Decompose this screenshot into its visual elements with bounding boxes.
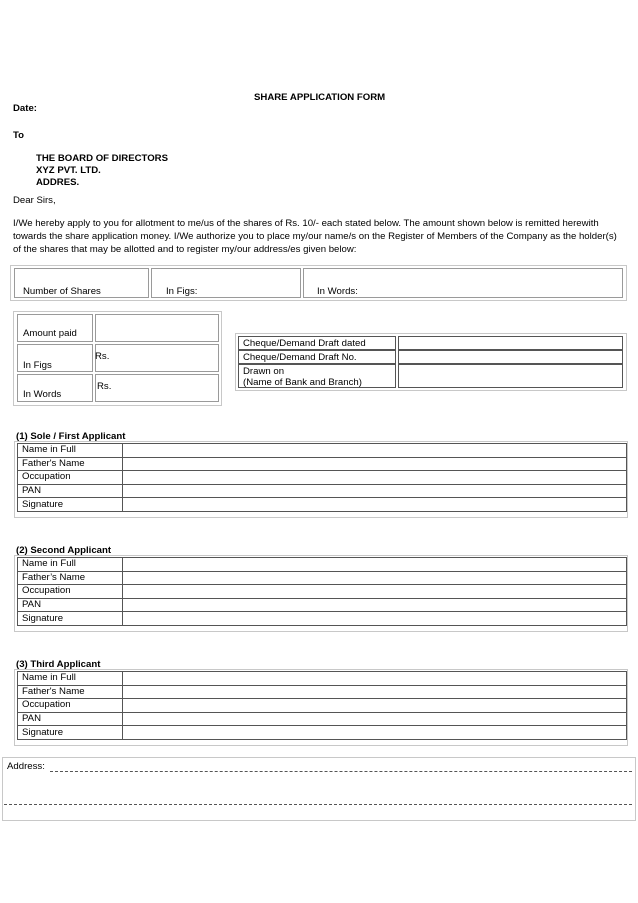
- rs-figs-label: Rs.: [95, 351, 110, 362]
- occupation-field[interactable]: [123, 471, 627, 485]
- applicant-3-heading: (3) Third Applicant: [16, 659, 101, 670]
- name-in-full-label: Name in Full: [18, 558, 123, 572]
- applicant-1-table: [17, 443, 627, 512]
- pan-field[interactable]: [123, 598, 627, 612]
- paragraph-line: I/We hereby apply to you for allotment to me/us of the shares of Rs. 10/- each stated below. The amount shown below is remitted herewith: [13, 218, 599, 229]
- fathers-name-field[interactable]: [123, 457, 627, 471]
- address-label: Address:: [7, 761, 45, 772]
- in-words-label: In Words: [23, 389, 62, 400]
- applicant-1-heading: (1) Sole / First Applicant: [16, 431, 126, 442]
- address-frame: [2, 757, 636, 821]
- cheque-number-label: Cheque/Demand Draft No.: [243, 352, 357, 363]
- signature-label: Signature: [18, 612, 123, 626]
- drawn-on-label: Drawn on: [243, 366, 285, 377]
- table-row: [18, 685, 627, 699]
- shares-words-label: In Words:: [317, 286, 358, 297]
- name-in-full-field[interactable]: [123, 672, 627, 686]
- amount-paid-label: Amount paid: [23, 328, 77, 339]
- signature-field[interactable]: [123, 612, 627, 626]
- table-row: [18, 726, 627, 740]
- fathers-name-label: Father’s Name: [18, 571, 123, 585]
- signature-field[interactable]: [123, 726, 627, 740]
- to-label: To: [13, 130, 25, 141]
- addressee-line-1: THE BOARD OF DIRECTORS: [36, 153, 169, 164]
- name-in-full-label: Name in Full: [18, 672, 123, 686]
- address-line-1[interactable]: [50, 771, 632, 772]
- table-row: [18, 598, 627, 612]
- signature-label: Signature: [18, 498, 123, 512]
- pan-field[interactable]: [123, 712, 627, 726]
- fathers-name-field[interactable]: [123, 685, 627, 699]
- occupation-label: Occupation: [18, 585, 123, 599]
- table-row: [18, 444, 627, 458]
- salutation: Dear Sirs,: [13, 195, 56, 206]
- in-figs-label: In Figs: [23, 360, 52, 371]
- application-paragraph: [13, 217, 628, 257]
- occupation-label: Occupation: [18, 699, 123, 713]
- table-row: [18, 672, 627, 686]
- table-row: [18, 612, 627, 626]
- addressee-line-3: ADDRES.: [36, 177, 80, 188]
- table-row: [18, 498, 627, 512]
- bank-branch-label: (Name of Bank and Branch): [243, 377, 362, 388]
- drawn-on-value[interactable]: [398, 364, 623, 388]
- cheque-number-value[interactable]: [398, 350, 623, 364]
- cheque-dated-value[interactable]: [398, 336, 623, 350]
- table-row: [18, 699, 627, 713]
- name-in-full-field[interactable]: [123, 444, 627, 458]
- cheque-dated-label: Cheque/Demand Draft dated: [243, 338, 366, 349]
- table-row: [18, 558, 627, 572]
- pan-field[interactable]: [123, 484, 627, 498]
- pan-label: PAN: [18, 712, 123, 726]
- fathers-name-field[interactable]: [123, 571, 627, 585]
- in-words-value-cell[interactable]: [95, 374, 219, 402]
- amount-paid-value-cell[interactable]: [95, 314, 219, 342]
- rs-words-label: Rs.: [97, 381, 112, 392]
- pan-label: PAN: [18, 598, 123, 612]
- name-in-full-field[interactable]: [123, 558, 627, 572]
- pan-label: PAN: [18, 484, 123, 498]
- occupation-field[interactable]: [123, 699, 627, 713]
- applicant-3-table: [17, 671, 627, 740]
- table-row: [18, 471, 627, 485]
- applicant-2-heading: (2) Second Applicant: [16, 545, 112, 556]
- signature-field[interactable]: [123, 498, 627, 512]
- paragraph-line: towards the share application money. I/We authorize you to place my/our name/s on the Register of Members of the Company as the holder(s): [13, 231, 617, 243]
- address-line-2[interactable]: [4, 804, 632, 805]
- fathers-name-label: Father's Name: [18, 685, 123, 699]
- fathers-name-label: Father's Name: [18, 457, 123, 471]
- table-row: [18, 585, 627, 599]
- number-of-shares-label: Number of Shares: [23, 286, 101, 297]
- applicant-2-table: [17, 557, 627, 626]
- paragraph-line: of the shares that may be allotted and to register my/our address/es given below:: [13, 244, 357, 256]
- signature-label: Signature: [18, 726, 123, 740]
- occupation-label: Occupation: [18, 471, 123, 485]
- table-row: [18, 484, 627, 498]
- shares-figs-label: In Figs:: [166, 286, 198, 297]
- table-row: [18, 712, 627, 726]
- in-figs-value-cell[interactable]: [95, 344, 219, 372]
- addressee-line-2: XYZ PVT. LTD.: [36, 165, 101, 176]
- occupation-field[interactable]: [123, 585, 627, 599]
- table-row: [18, 457, 627, 471]
- name-in-full-label: Name in Full: [18, 444, 123, 458]
- table-row: [18, 571, 627, 585]
- form-title: SHARE APPLICATION FORM: [254, 92, 386, 103]
- date-label: Date:: [13, 103, 37, 114]
